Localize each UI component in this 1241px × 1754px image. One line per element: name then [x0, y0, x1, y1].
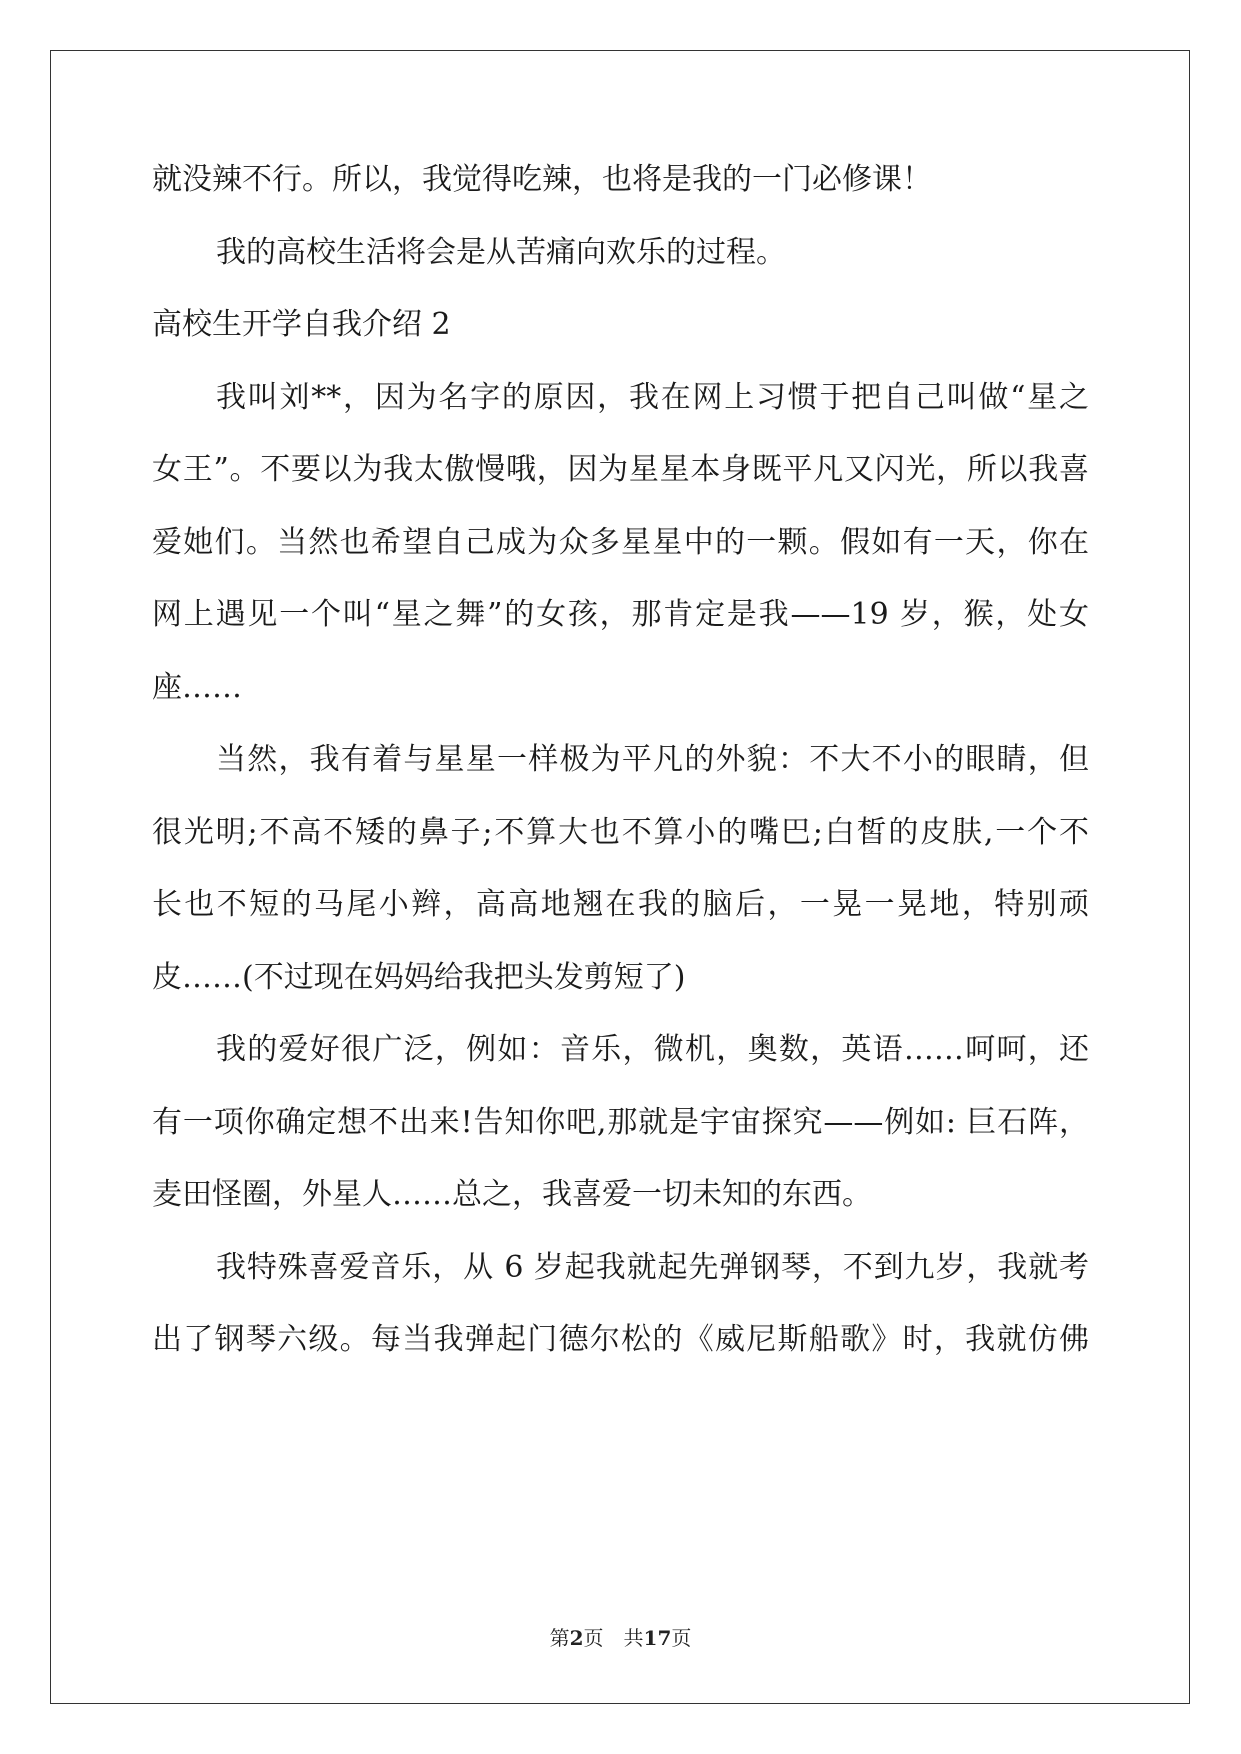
text-line: 当然，我有着与星星一样极为平凡的外貌：不大不小的眼睛，但 [216, 742, 1089, 777]
footer-total-pages: 17 [643, 1626, 672, 1650]
text-line: 爱她们。当然也希望自己成为众多星星中的一颗。假如有一天，你在 [152, 524, 1089, 560]
section-heading: 高校生开学自我介绍 2 [152, 307, 451, 342]
footer-prefix: 第 [549, 1626, 570, 1650]
footer-current-page: 2 [569, 1626, 584, 1650]
text-line: 麦田怪圈，外星人……总之，我喜爱一切未知的东西。 [152, 1177, 872, 1212]
text-line: 我叫刘**，因为名字的原因，我在网上习惯于把自己叫做“星之 [216, 379, 1089, 415]
text-line: 很光明;不高不矮的鼻子;不算大也不算小的嘴巴;白皙的皮肤,一个不 [152, 814, 1089, 850]
page-footer [0, 1622, 1241, 1651]
footer-suffix: 页 [671, 1626, 692, 1650]
text-line: 有一项你确定想不出来!告知你吧,那就是宇宙探究——例如: 巨石阵， [152, 1104, 1089, 1140]
footer-middle: 页 共 [583, 1626, 644, 1650]
text-line: 长也不短的马尾小辫，高高地翘在我的脑后，一晃一晃地，特别顽 [152, 887, 1089, 922]
text-line: 女王”。不要以为我太傲慢哦，因为星星本身既平凡又闪光，所以我喜 [152, 452, 1089, 487]
text-line: 就没辣不行。所以，我觉得吃辣，也将是我的一门必修课！ [152, 162, 932, 197]
text-line: 我特殊喜爱音乐，从 6 岁起我就起先弹钢琴，不到九岁，我就考 [216, 1249, 1089, 1285]
text-line: 我的爱好很广泛，例如：音乐，微机，奥数，英语……呵呵，还 [216, 1032, 1089, 1067]
text-line: 皮……(不过现在妈妈给我把头发剪短了) [152, 959, 686, 995]
page-border [50, 50, 1190, 1704]
text-line: 座…… [152, 669, 242, 705]
text-line: 网上遇见一个叫“星之舞”的女孩，那肯定是我——19 岁，猴，处女 [152, 597, 1089, 632]
text-line: 出了钢琴六级。每当我弹起门德尔松的《威尼斯船歌》时，我就仿佛 [152, 1322, 1089, 1357]
text-line: 我的高校生活将会是从苦痛向欢乐的过程。 [216, 234, 786, 270]
